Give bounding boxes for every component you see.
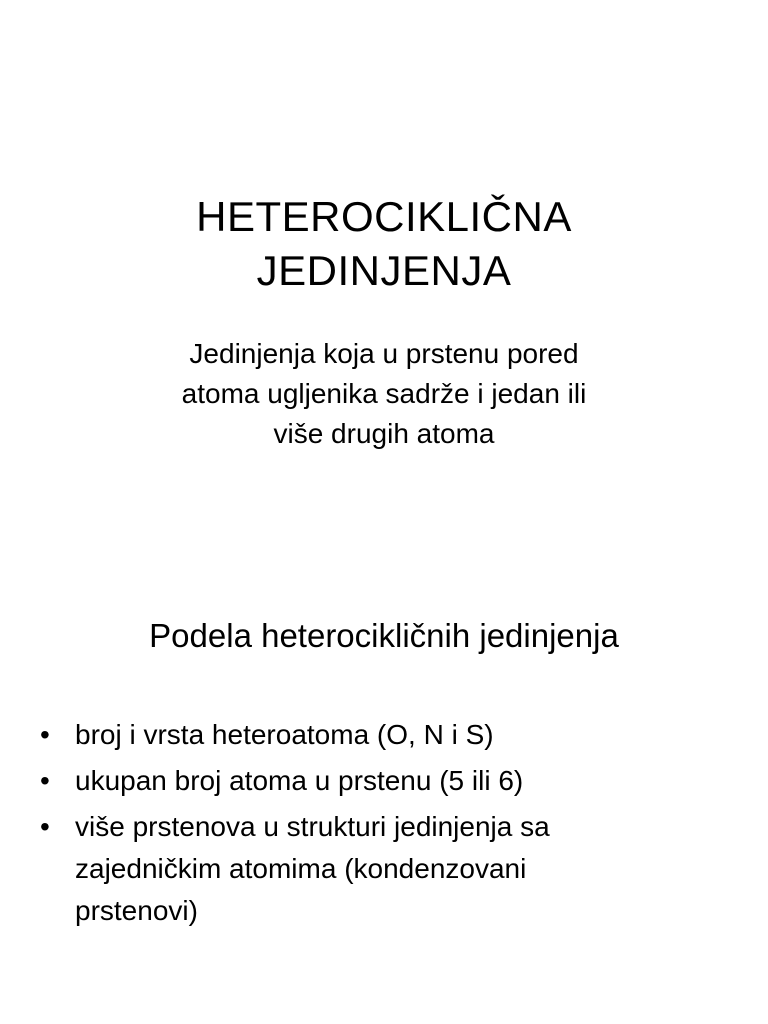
bullet-icon: • [40,765,50,796]
bullet-item [40,806,740,932]
bullet-text-line-1: više prstenova u strukturi jedinjenja sa [75,811,550,842]
bullet-item [40,760,740,802]
bullet-list [40,714,740,936]
section-heading: Podela heterocikličnih jedinjenja [149,617,619,654]
bullet-text-line-2: zajedničkim atomima (kondenzovani [75,853,527,884]
subtitle-line-2: atoma ugljenika sadrže i jedan ili [181,378,587,409]
bullet-text: broj i vrsta heteroatoma (O, N i S) [75,719,494,750]
bullet-icon: • [40,719,50,750]
subtitle-line-3: više drugih atoma [273,418,495,449]
subtitle-line-1: Jedinjenja koja u prstenu pored [189,338,579,369]
slide-title [0,190,768,298]
slide-subtitle [100,334,668,454]
bullet-item [40,714,740,756]
slide-title-line-2: JEDINJENJA [256,247,512,294]
slide-title-line-1: HETEROCIKLIČNA [196,193,572,240]
bullet-text-line-3: prstenovi) [75,895,198,926]
bullet-text: ukupan broj atoma u prstenu (5 ili 6) [75,765,524,796]
bullet-icon: • [40,811,50,842]
